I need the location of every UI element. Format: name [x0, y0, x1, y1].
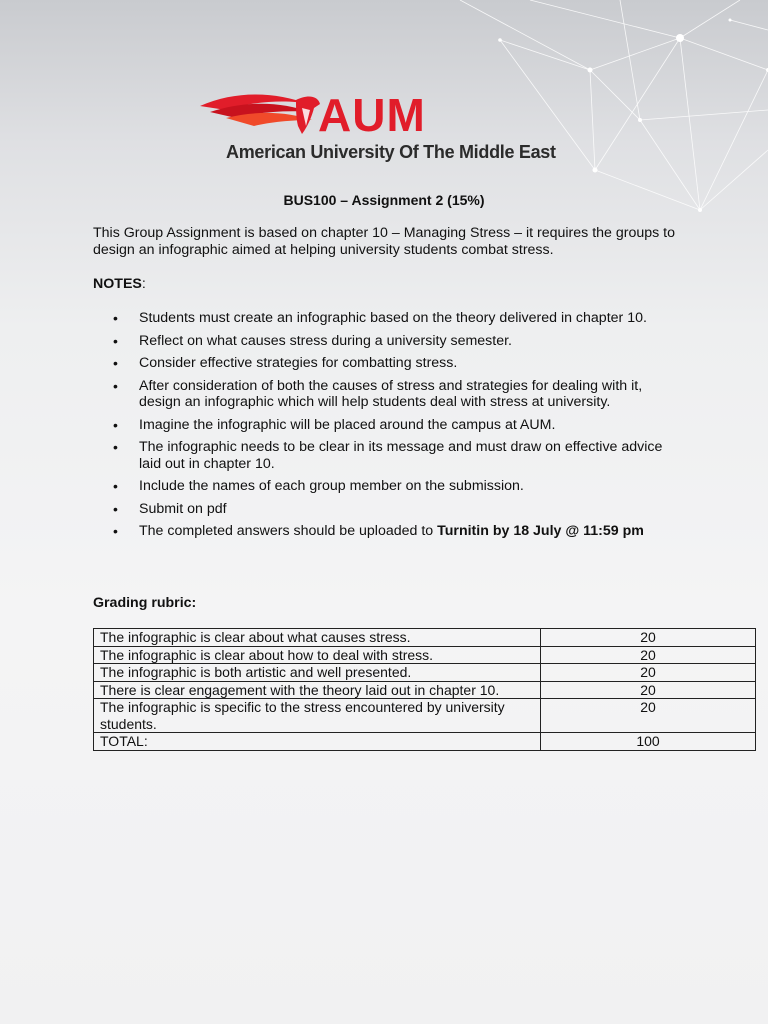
list-item: • Submit on pdf [93, 501, 683, 518]
table-row [94, 681, 756, 699]
network-decoration [440, 0, 768, 260]
grading-rubric-table [93, 628, 756, 751]
table-row [94, 733, 756, 751]
rubric-heading: Grading rubric: [93, 595, 197, 611]
rubric-total-points: 100 [541, 733, 756, 751]
table-row [94, 646, 756, 664]
rubric-points: 20 [541, 681, 756, 699]
rubric-points: 20 [541, 646, 756, 664]
rubric-criterion: The infographic is clear about how to deal with stress. [94, 646, 541, 664]
deadline-prefix: The completed answers should be uploaded to [139, 523, 438, 539]
rubric-total-label: TOTAL: [94, 733, 541, 751]
rubric-criterion: There is clear engagement with the theory laid out in chapter 10. [94, 681, 541, 699]
logo-wordmark: AUM [318, 89, 426, 141]
list-item [93, 523, 683, 540]
rubric-points: 20 [541, 699, 756, 733]
rubric-criterion: The infographic is both artistic and well presented. [94, 664, 541, 682]
notes-list [93, 310, 683, 546]
list-item: • Imagine the infographic will be placed around the campus at AUM. [93, 417, 683, 434]
notes-heading [93, 276, 146, 293]
university-name: American University Of The Middle East [226, 142, 556, 162]
table-row [94, 629, 756, 647]
list-item: • Consider effective strategies for combatting stress. [93, 355, 683, 372]
list-item: • Include the names of each group member on the submission. [93, 478, 683, 495]
intro-paragraph: This Group Assignment is based on chapter 10 – Managing Stress – it requires the groups to design an infographic aimed at helping university students combat stress. [93, 225, 676, 258]
table-row [94, 664, 756, 682]
list-item: • Reflect on what causes stress during a university semester. [93, 333, 683, 350]
table-row [94, 699, 756, 733]
rubric-criterion: The infographic is clear about what causes stress. [94, 629, 541, 647]
rubric-points: 20 [541, 629, 756, 647]
rubric-points: 20 [541, 664, 756, 682]
list-item: • After consideration of both the causes of stress and strategies for dealing with it, design an infographic which will help students deal with stress at university. [93, 378, 683, 411]
document-title: BUS100 – Assignment 2 (15%) [283, 192, 485, 208]
list-item: • Students must create an infographic based on the theory delivered in chapter 10. [93, 310, 683, 327]
list-item: • The infographic needs to be clear in its message and must draw on effective advice laid out in chapter 10. [93, 439, 683, 472]
rubric-criterion: The infographic is specific to the stress encountered by university students. [94, 699, 541, 733]
notes-colon: : [141, 276, 146, 292]
deadline-text: Turnitin by 18 July @ 11:59 pm [437, 523, 644, 539]
notes-label: NOTES [93, 276, 142, 292]
